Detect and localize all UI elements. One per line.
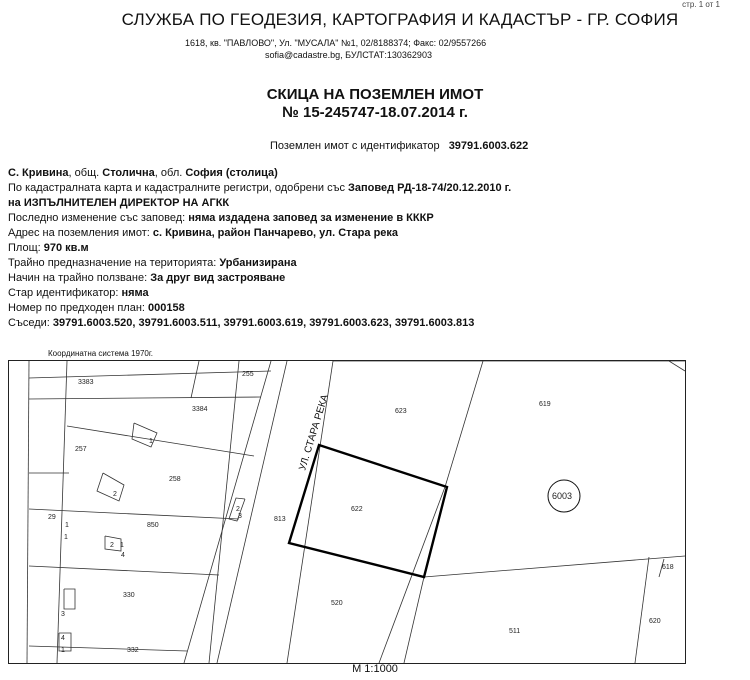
district-number: 6003	[552, 491, 573, 501]
cadastral-map	[8, 360, 686, 664]
building-label: 4	[121, 552, 125, 559]
order-line	[8, 181, 511, 196]
parcel-label: 850	[147, 522, 159, 529]
location-region-label: , обл.	[154, 167, 183, 179]
parcel-label: 330	[123, 592, 135, 599]
old-id-value: няма	[121, 287, 149, 299]
usage-label: Начин на трайно ползване:	[8, 272, 148, 284]
parcel-label: 520	[331, 600, 343, 607]
building-label: 1	[64, 534, 68, 541]
order-label: По кадастралната карта и кадастралните регистри, одобрени със	[8, 182, 345, 194]
location-line	[8, 166, 278, 181]
identifier-label: Поземлен имот с идентификатор	[270, 140, 440, 152]
agency-address: 1618, кв. "ПАВЛОВО", Ул. "МУСАЛА" №1, 02/8188374; Факс: 02/9557266	[185, 38, 487, 48]
usage-value: За друг вид застрояване	[150, 272, 286, 284]
building-label: 1	[149, 438, 153, 445]
old-id-label: Стар идентификатор:	[8, 287, 119, 299]
parcel-label: 620	[649, 618, 661, 625]
street-label: УЛ. СТАРА РЕКА	[297, 393, 331, 472]
old-id-line	[8, 286, 149, 301]
parcel-label: 618	[662, 564, 674, 571]
prev-plan-value: 000158	[148, 302, 185, 314]
parcel-label: 258	[169, 476, 181, 483]
prev-plan-label: Номер по предходен план:	[8, 302, 145, 314]
address-line	[8, 226, 398, 241]
order-issuer-line	[8, 196, 229, 211]
document-number: № 15-245747-18.07.2014 г.	[282, 104, 468, 121]
last-change-value: няма издадена заповед за изменение в КККР	[188, 212, 434, 224]
area-label: Площ:	[8, 242, 41, 254]
location-municipality-label: , общ.	[68, 167, 100, 179]
last-change-line	[8, 211, 434, 226]
neighbors-label: Съседи:	[8, 317, 50, 329]
building-label: 3	[61, 611, 65, 618]
parcel-label: 623	[395, 408, 407, 415]
area-value: 970 кв.м	[43, 242, 89, 254]
parcel-label: 332	[127, 647, 139, 654]
parcel-label: 255	[242, 371, 254, 378]
neighbors-value: 39791.6003.520, 39791.6003.511, 39791.6003.619, 39791.6003.623, 39791.6003.813	[52, 317, 475, 329]
last-change-label: Последно изменение със заповед:	[8, 212, 186, 224]
location-region: София (столица)	[185, 167, 278, 179]
parcel-label: 511	[509, 628, 521, 635]
subject-parcel-outline	[289, 445, 447, 577]
map-scale: М 1:1000	[352, 663, 398, 675]
usage-line	[8, 271, 285, 286]
address-value: с. Кривина, район Панчарево, ул. Стара река	[152, 227, 399, 239]
purpose-line	[8, 256, 297, 271]
building-label: 4	[61, 635, 65, 642]
building-label: 3	[238, 513, 242, 520]
address-label: Адрес на поземления имот:	[8, 227, 150, 239]
cadastral-map-drawing	[9, 361, 685, 663]
parcel-label: 622	[351, 506, 363, 513]
agency-contact: sofia@cadastre.bg, БУЛСТАТ:130362903	[265, 50, 432, 60]
identifier-value: 39791.6003.622	[448, 140, 529, 152]
page-number: стр. 1 от 1	[682, 0, 720, 9]
agency-title: СЛУЖБА ПО ГЕОДЕЗИЯ, КАРТОГРАФИЯ И КАДАСТЪР - ГР. СОФИЯ	[121, 10, 679, 29]
parcel-identifier	[270, 140, 528, 152]
building-label: 2	[110, 542, 114, 549]
building-label: 1	[65, 522, 69, 529]
location-municipality: Столична	[102, 167, 155, 179]
building-label: 1	[120, 542, 124, 549]
parcel-label: 257	[75, 446, 87, 453]
building-label: 1	[61, 647, 65, 654]
parcel-label: 29	[48, 514, 56, 521]
purpose-label: Трайно предназначение на територията:	[8, 257, 217, 269]
order-value: Заповед РД-18-74/20.12.2010 г.	[348, 182, 512, 194]
parcel-label: 3383	[78, 379, 94, 386]
building-label: 2	[113, 491, 117, 498]
building-label: 2	[236, 506, 240, 513]
area-line	[8, 241, 89, 256]
parcel-label: 813	[274, 516, 286, 523]
location-village: С. Кривина	[8, 167, 69, 179]
prev-plan-line	[8, 301, 185, 316]
purpose-value: Урбанизирана	[219, 257, 297, 269]
order-issuer: на ИЗПЪЛНИТЕЛЕН ДИРЕКТОР НА АГКК	[8, 197, 230, 209]
neighbors-line	[8, 316, 474, 331]
parcel-label: 619	[539, 401, 551, 408]
parcel-label: 3384	[192, 406, 208, 413]
coordinate-system-label: Координатна система 1970г.	[48, 349, 154, 358]
document-title: СКИЦА НА ПОЗЕМЛЕН ИМОТ	[266, 86, 484, 103]
